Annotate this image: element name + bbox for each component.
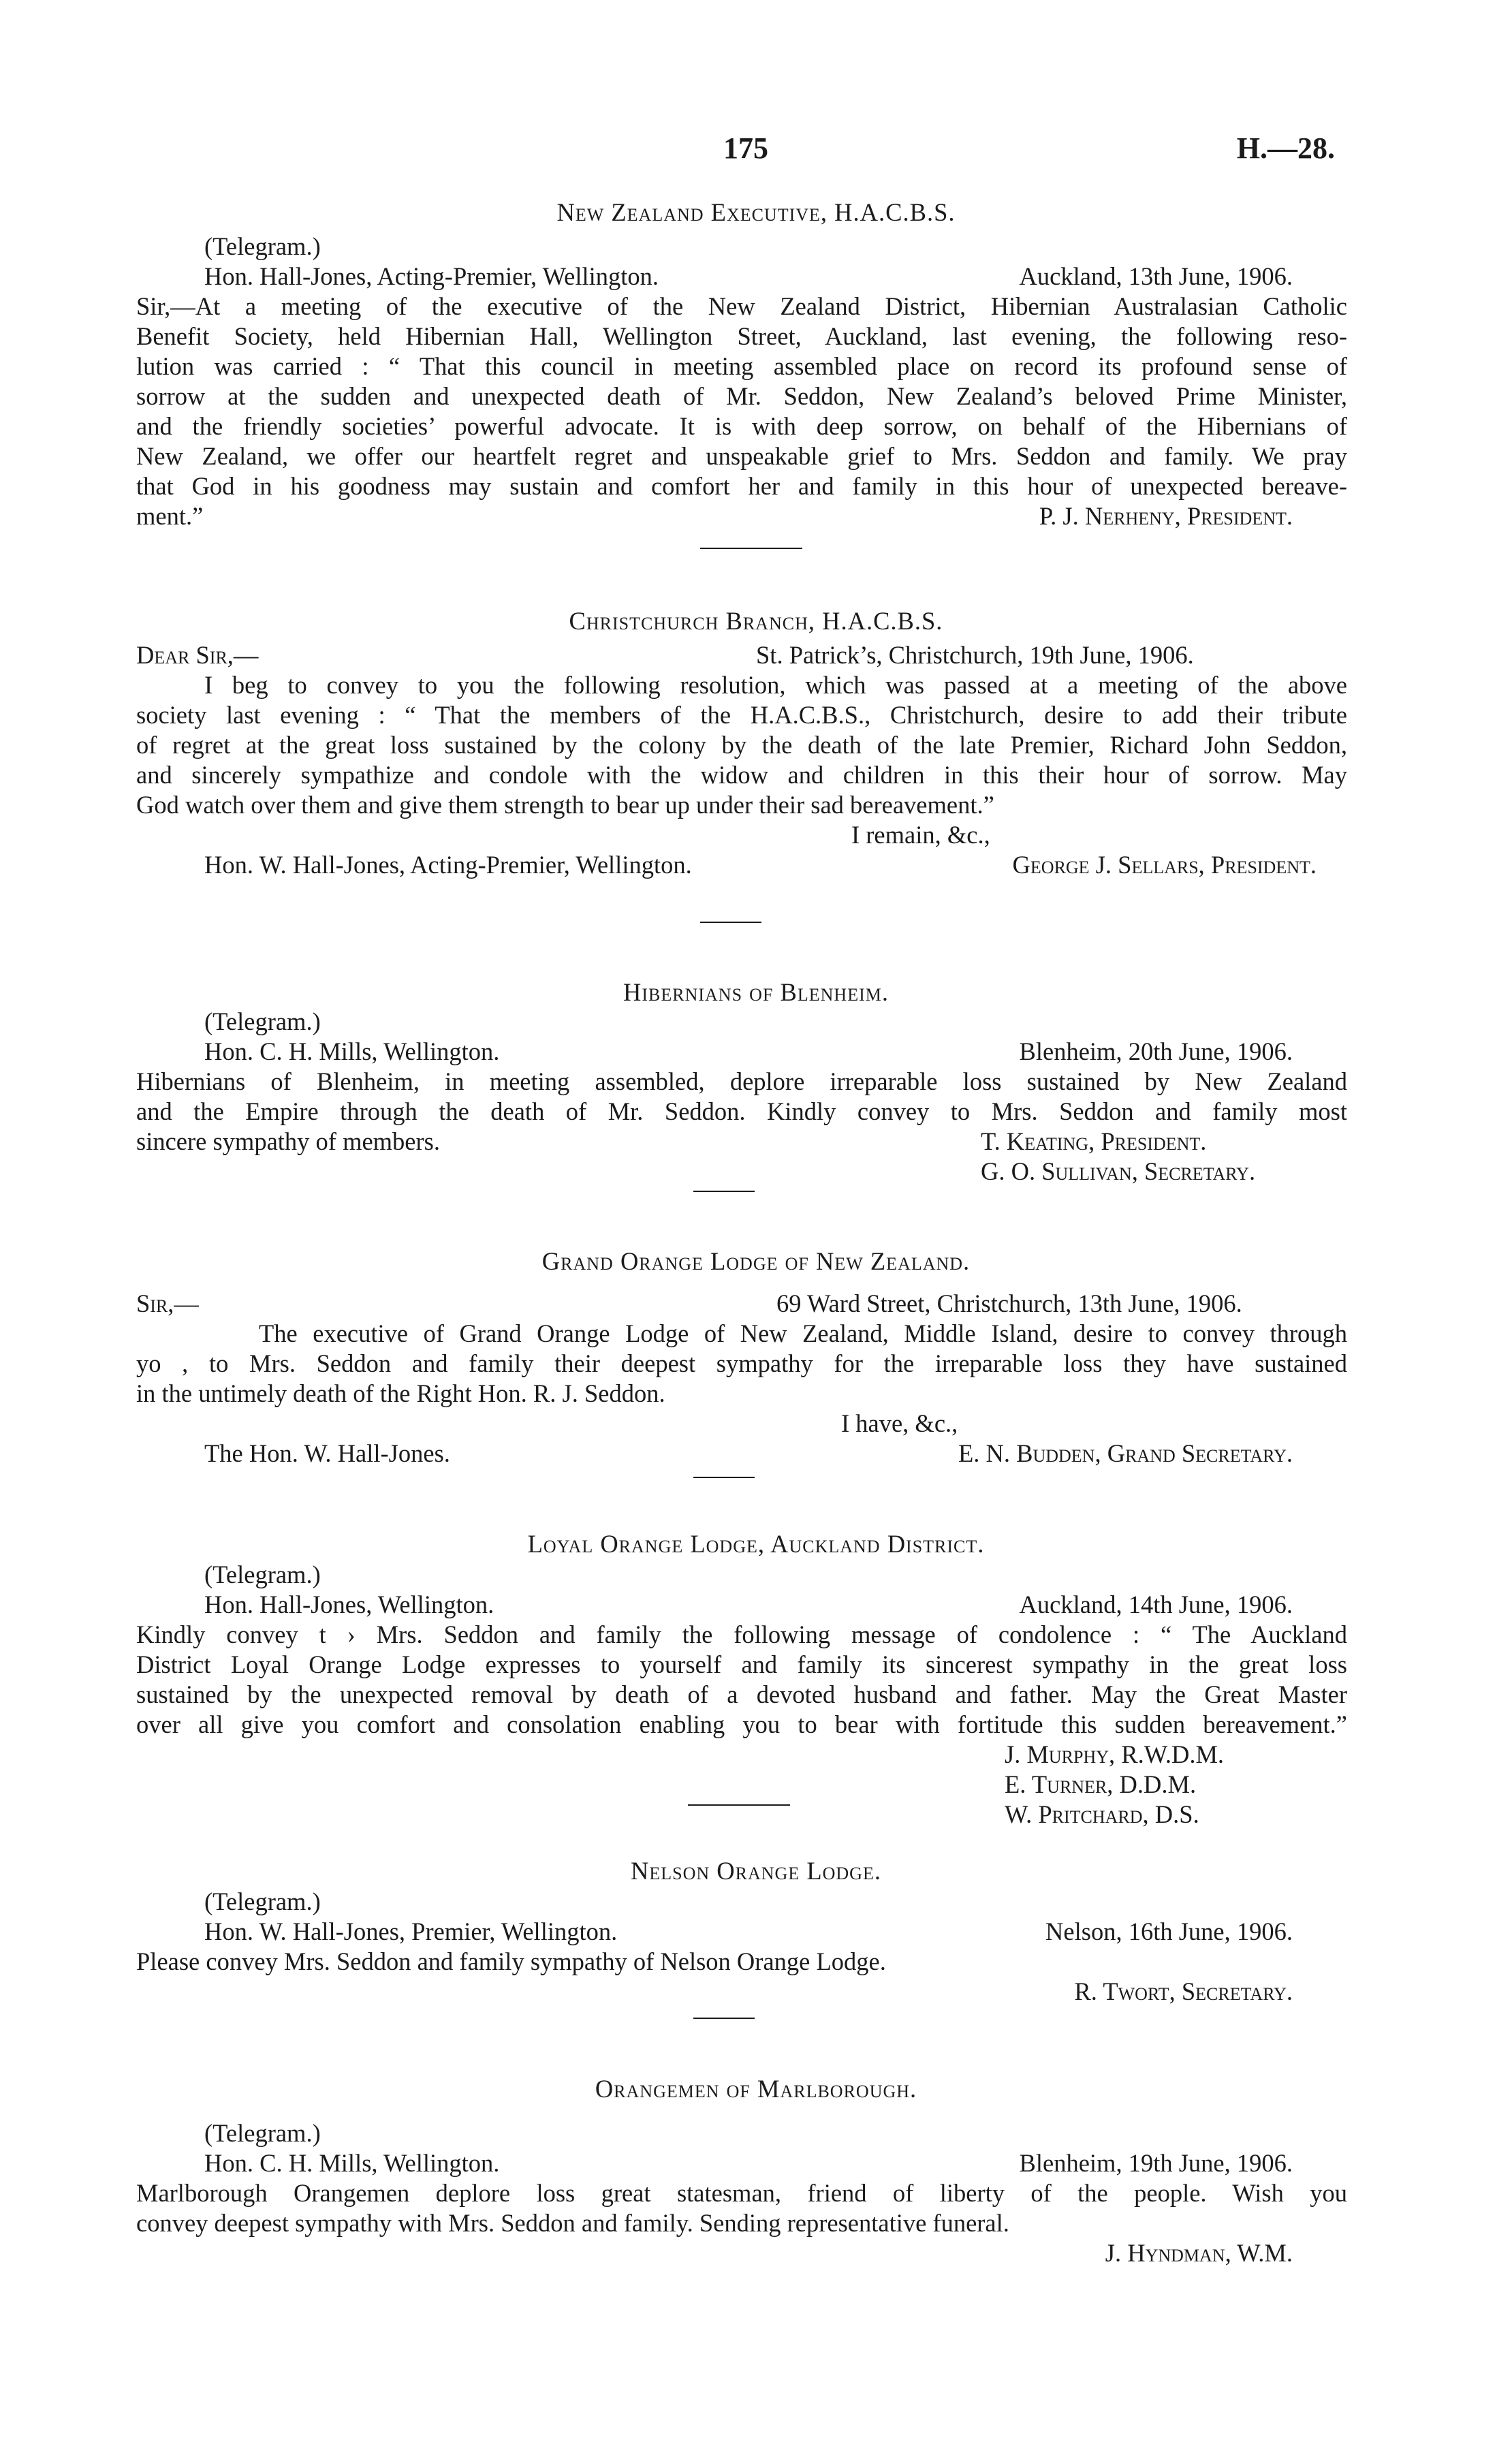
telegram-tag: (Telegram.)	[204, 1887, 321, 1915]
telegram-tag: (Telegram.)	[204, 232, 321, 260]
page-number: 175	[723, 131, 768, 165]
place-date: Nelson, 16th June, 1906.	[1045, 1917, 1293, 1945]
place-date: Auckland, 13th June, 1906.	[1019, 262, 1293, 290]
body-line: that God in his goodness may sustain and comfort her and family in this hour of unexpected bereave-	[136, 472, 1347, 500]
salutation: Sir,—	[136, 1289, 199, 1317]
telegram-tag: (Telegram.)	[204, 1561, 321, 1588]
body-line: and sincerely sympathize and condole with the widow and children in this their hour of sorrow. May	[136, 761, 1347, 789]
signature: T. Keating, President.	[981, 1127, 1207, 1155]
body-line: sorrow at the sudden and unexpected death of Mr. Seddon, New Zealand’s beloved Prime Minister,	[136, 382, 1347, 410]
body-line: society last evening : “ That the members of the H.A.C.B.S., Christchurch, desire to add their tribute	[136, 701, 1347, 729]
telegram-tag: (Telegram.)	[204, 2119, 321, 2147]
body-line: Marlborough Orangemen deplore loss great statesman, friend of liberty of the people. Wish you	[136, 2179, 1347, 2207]
body-line: ment.”	[136, 502, 204, 530]
addressee: Hon. C. H. Mills, Wellington.	[204, 1037, 500, 1065]
place-date: 69 Ward Street, Christchurch, 13th June, 1906.	[776, 1289, 1242, 1317]
body-line: District Loyal Orange Lodge expresses to yourself and family its sincerest sympathy in the great loss	[136, 1650, 1347, 1678]
body-line: yo , to Mrs. Seddon and family their deepest sympathy for the irreparable loss they have sustained	[136, 1349, 1347, 1377]
section-heading-orangemen-of-marlborough: Orangemen of Marlborough.	[595, 2075, 917, 2103]
signature: George J. Sellars, President.	[1012, 851, 1317, 879]
closing: I have, &c.,	[841, 1409, 958, 1437]
telegram-tag: (Telegram.)	[204, 1007, 321, 1035]
body-line: New Zealand, we offer our heartfelt regret and unspeakable grief to Mrs. Seddon and family. We pray	[136, 442, 1347, 470]
signature: P. J. Nerheny, President.	[1039, 502, 1293, 530]
section-orangemen-of-marlborough	[136, 2118, 1347, 2268]
section-divider	[693, 2018, 755, 2019]
body-line: convey deepest sympathy with Mrs. Seddon and family. Sending representative funeral.	[136, 2209, 1009, 2237]
section-divider	[700, 922, 761, 923]
section-hibernians-of-blenheim	[136, 1007, 1347, 1187]
body-line: lution was carried : “ That this council in meeting assembled place on record its profound sense of	[136, 352, 1347, 380]
section-nelson-orange-lodge	[136, 1887, 1347, 2007]
addressee: The Hon. W. Hall-Jones.	[204, 1439, 450, 1467]
section-divider	[700, 548, 802, 549]
place-date: Blenheim, 19th June, 1906.	[1019, 2149, 1293, 2177]
body-line: Sir,—At a meeting of the executive of the New Zealand District, Hibernian Australasian Catholic	[136, 292, 1347, 320]
body-line: The executive of Grand Orange Lodge of New Zealand, Middle Island, desire to convey through	[259, 1319, 1347, 1347]
addressee: Hon. Hall-Jones, Acting-Premier, Wellington.	[204, 262, 659, 290]
section-grand-orange-lodge	[136, 1289, 1347, 1469]
body-line: over all give you comfort and consolation enabling you to bear with fortitude this sudden bereavement.”	[136, 1710, 1347, 1738]
body-line: Kindly convey t › Mrs. Seddon and family the following message of condolence : “ The Auckland	[136, 1620, 1347, 1648]
body-line: of regret at the great loss sustained by the colony by the death of the late Premier, Richard John Seddon,	[136, 731, 1347, 759]
addressee: Hon. W. Hall-Jones, Acting-Premier, Wellington.	[204, 851, 692, 879]
section-heading-grand-orange-lodge: Grand Orange Lodge of New Zealand.	[541, 1247, 971, 1275]
signature: R. Twort, Secretary.	[1074, 1977, 1293, 2005]
signature: E. Turner, D.D.M.	[1005, 1770, 1197, 1798]
closing: I remain, &c.,	[851, 821, 990, 849]
body-line: Benefit Society, held Hibernian Hall, Wellington Street, Auckland, last evening, the following reso-	[136, 322, 1347, 350]
section-new-zealand-executive	[136, 232, 1347, 531]
place-date: Blenheim, 20th June, 1906.	[1019, 1037, 1293, 1065]
signature: G. O. Sullivan, Secretary.	[981, 1157, 1256, 1185]
section-christchurch-branch	[136, 640, 1347, 880]
addressee: Hon. Hall-Jones, Wellington.	[204, 1590, 494, 1618]
place-date: St. Patrick’s, Christchurch, 19th June, 1906.	[756, 641, 1194, 669]
section-divider	[693, 1191, 755, 1192]
signature: E. N. Budden, Grand Secretary.	[958, 1439, 1293, 1467]
section-loyal-orange-lodge	[136, 1560, 1347, 1830]
body-line: sustained by the unexpected removal by death of a devoted husband and father. May the Great Master	[136, 1680, 1347, 1708]
section-heading-christchurch-branch: Christchurch Branch, H.A.C.B.S.	[569, 607, 943, 635]
body-line: God watch over them and give them strength to bear up under their sad bereavement.”	[136, 791, 994, 819]
section-heading-hibernians-of-blenheim: Hibernians of Blenheim.	[623, 978, 889, 1006]
body-line: Hibernians of Blenheim, in meeting assembled, deplore irreparable loss sustained by New Zealand	[136, 1067, 1347, 1095]
body-line: sincere sympathy of members.	[136, 1127, 440, 1155]
salutation: Dear Sir,—	[136, 641, 259, 669]
body-line: and the friendly societies’ powerful advocate. It is with deep sorrow, on behalf of the Hibernians of	[136, 412, 1347, 440]
body-line: in the untimely death of the Right Hon. R. J. Seddon.	[136, 1379, 665, 1407]
section-heading-loyal-orange-lodge: Loyal Orange Lodge, Auckland District.	[527, 1530, 985, 1558]
signature: J. Hyndman, W.M.	[1105, 2239, 1293, 2267]
body-line: Please convey Mrs. Seddon and family sympathy of Nelson Orange Lodge.	[136, 1947, 886, 1975]
addressee: Hon. W. Hall-Jones, Premier, Wellington.	[204, 1917, 618, 1945]
document-reference: H.—28.	[1236, 131, 1335, 165]
place-date: Auckland, 14th June, 1906.	[1019, 1590, 1293, 1618]
signature: J. Murphy, R.W.D.M.	[1005, 1740, 1225, 1768]
addressee: Hon. C. H. Mills, Wellington.	[204, 2149, 500, 2177]
body-line: I beg to convey to you the following resolution, which was passed at a meeting of the above	[204, 671, 1347, 699]
section-divider	[688, 1804, 790, 1806]
section-heading-new-zealand-executive: New Zealand Executive, H.A.C.B.S.	[556, 198, 956, 226]
signature: W. Pritchard, D.S.	[1005, 1800, 1199, 1828]
section-heading-nelson-orange-lodge: Nelson Orange Lodge.	[631, 1857, 881, 1885]
body-line: and the Empire through the death of Mr. Seddon. Kindly convey to Mrs. Seddon and family most	[136, 1097, 1347, 1125]
section-divider	[693, 1477, 755, 1478]
